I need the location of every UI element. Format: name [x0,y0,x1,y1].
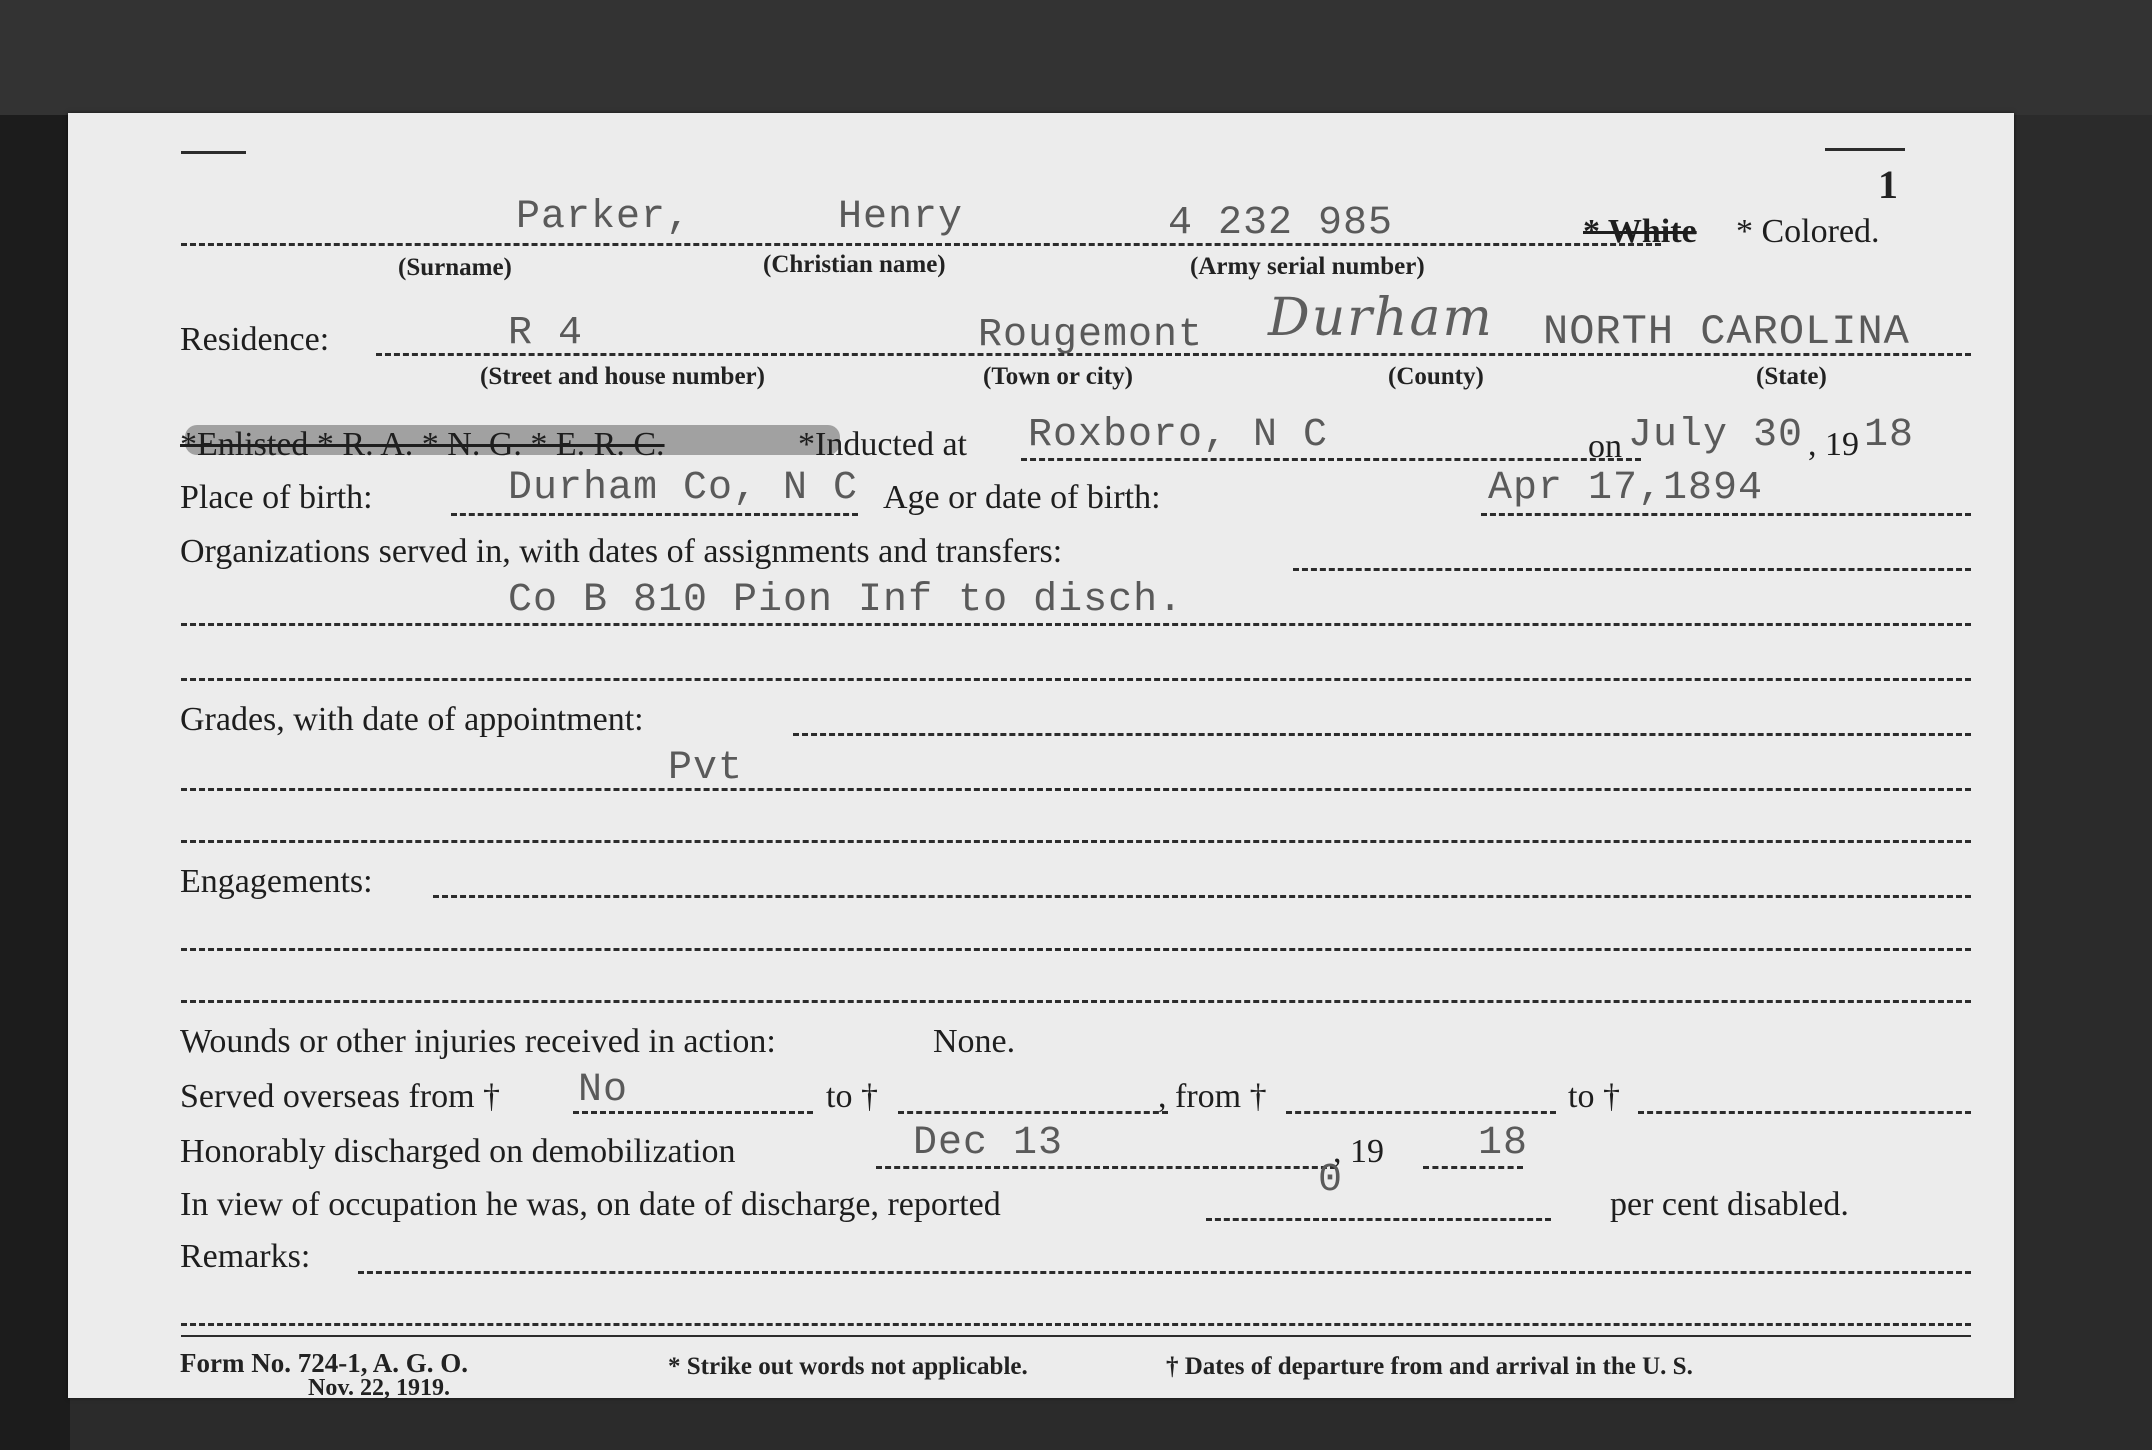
overseas-from-value: No [578,1068,629,1113]
wounds-value: None. [933,1023,1016,1060]
christian-name-caption: (Christian name) [763,251,946,278]
discharge-year-line [1423,1166,1523,1169]
remarks-label: Remarks: [180,1238,311,1275]
discharge-date-value: Dec 13 [913,1121,1064,1166]
overseas-to2-label: to † [1568,1078,1620,1115]
race-white-struck: * White [1583,213,1697,250]
serial-number-caption: (Army serial number) [1190,253,1425,280]
dates-note: † Dates of departure from and arrival in the U. S. [1166,1353,1693,1380]
grades-line-2 [181,788,1971,791]
county-value: Durham [1268,288,1494,348]
place-of-birth-label: Place of birth: [180,479,373,516]
name-line [181,243,1661,246]
discharge-year-value: 18 [1478,1121,1529,1166]
card-number: 1 [1878,162,1898,207]
surname-caption: (Surname) [398,254,512,281]
overseas-from2-line [1286,1111,1556,1114]
disability-suffix: per cent disabled. [1610,1186,1849,1223]
scan-background-top [0,0,2152,115]
wounds-label: Wounds or other injuries received in action: [180,1023,776,1060]
overseas-to-line [898,1111,1168,1114]
grades-label: Grades, with date of appointment: [180,701,644,738]
place-of-birth-line [451,513,858,516]
birth-date-value: Apr 17,1894 [1488,466,1764,511]
race-colored: * Colored. [1736,213,1880,250]
organizations-line-3 [181,678,1971,681]
birth-date-line [1481,513,1971,516]
town-caption: (Town or city) [983,363,1133,390]
organizations-label: Organizations served in, with dates of assignments and transfers: [180,533,1063,570]
discharge-label: Honorably discharged on demobilization [180,1133,736,1170]
grades-line-1 [793,733,1971,736]
disability-value: 0 [1318,1158,1344,1203]
scan-background-left [0,0,70,1450]
overseas-label: Served overseas from † [180,1078,501,1115]
organizations-line-2 [181,623,1971,626]
induction-date-value: July 30 [1628,413,1804,458]
induction-year-value: 18 [1864,413,1915,458]
state-caption: (State) [1756,363,1827,390]
engagements-line-3 [181,1000,1971,1003]
inducted-place-value: Roxboro, N C [1028,413,1329,458]
form-number: Form No. 724-1, A. G. O. [180,1348,468,1378]
engagements-line-2 [181,948,1971,951]
engagements-label: Engagements: [180,863,373,900]
residence-line [376,353,1971,356]
strike-out-note: * Strike out words not applicable. [668,1353,1028,1380]
overseas-to-label: to † [826,1078,878,1115]
grades-line-3 [181,840,1971,843]
state-value: NORTH CAROLINA [1543,308,1910,356]
christian-name-value: Henry [838,195,964,240]
induction-year-prefix: , 19 [1808,426,1859,463]
top-right-rule [1825,148,1905,151]
service-record-card [68,113,2014,1401]
residence-label: Residence: [180,321,330,358]
overseas-from2-label: , from † [1158,1078,1267,1115]
form-date: Nov. 22, 1919. [308,1375,451,1401]
inducted-label: *Inducted at [798,426,967,463]
organizations-value: Co B 810 Pion Inf to disch. [508,578,1184,623]
inducted-line [1021,458,1641,461]
remarks-line-1 [358,1271,1971,1274]
engagements-line-1 [433,895,1971,898]
organizations-line-1 [1293,568,1971,571]
disability-line [1206,1218,1551,1221]
overseas-from-line [573,1111,813,1114]
on-label: on [1588,428,1622,465]
remarks-line-2 [181,1323,1971,1326]
disability-label: In view of occupation he was, on date of discharge, reported [180,1186,1001,1223]
town-value: Rougemont [978,313,1204,358]
top-left-rule [181,151,246,154]
place-of-birth-value: Durham Co, N C [508,466,859,511]
street-value: R 4 [508,311,584,356]
enlisted-struck: *Enlisted * R. A. * N. G. * E. R. C. [180,426,665,463]
serial-number-value: 4 232 985 [1168,201,1394,246]
discharge-date-line [876,1166,1336,1169]
street-caption: (Street and house number) [480,363,765,390]
footer-rule [181,1335,1971,1337]
age-label: Age or date of birth: [883,479,1161,516]
county-caption: (County) [1388,363,1484,390]
discharge-year-prefix: , 19 [1333,1133,1384,1170]
surname-value: Parker, [516,195,692,240]
overseas-to2-line [1638,1111,1971,1114]
grades-value: Pvt [668,746,744,791]
